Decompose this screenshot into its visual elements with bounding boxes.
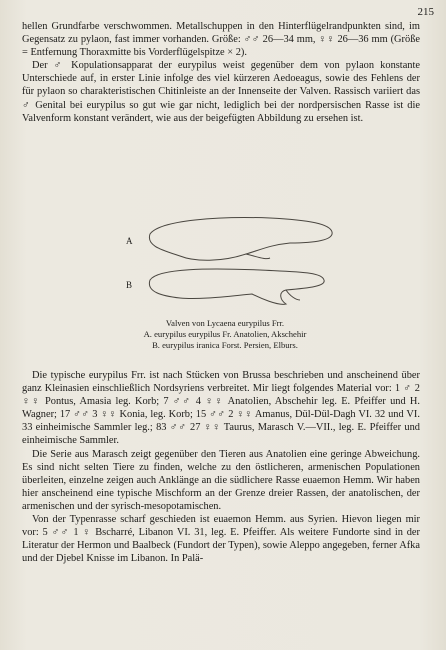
valve-outline-b xyxy=(149,269,324,304)
valve-drawing xyxy=(110,210,370,314)
text-block-bottom xyxy=(22,369,420,565)
valve-outline-a xyxy=(149,218,332,261)
paragraph: Die typische eurypilus Frr. ist nach Stücken von Brussa beschrieben und anscheinend über ganz Kleinasien einschließlich Nordsyriens verbreitet. Mir liegt folgendes Material vor: 1 ♂ 2 ♀♀ Pontus, Amasia leg. Korb; 7 ♂♂ 4 ♀♀ Anatolien, Abschehir leg. E. Pfeiffer und H. Wagner; 17 ♂♂ 3 ♀♀ Konia, leg. Korb; 15 ♂♂ 2 ♀♀ Amanus, Dül-Dül-Dagh VI. 32 und VI. 33 einheimische Sammler leg.; 83 ♂♂ 27 ♀♀ Taurus, Marasch V.—VII., leg. E. Pfeiffer und einheimische Sammler. xyxy=(22,370,420,447)
paragraph: Der ♂ Kopulationsapparat der eurypilus weist gegenüber dem von pylaon konstante Unterschiede auf, in erster Linie infolge des viel kürzeren Aedoeagus, sowie des Fehlens der für pylaon so charakteristischen Chitinleiste an der Innenseite der Valven. Rassisch variiert das ♂ Genital bei eurypilus so gut wie gar nicht, lediglich bei der nordpersischen Rasse ist die Valvenform konstant verändert, wie aus der beigefügten Abbildung zu ersehen ist. xyxy=(22,60,420,124)
figure-caption xyxy=(60,318,390,352)
caption-line: B. eurypilus iranica Forst. Persien, Elburs. xyxy=(152,340,298,351)
caption-line: Valven von Lycaena eurypilus Frr. xyxy=(165,318,285,328)
figure-label-b: B xyxy=(126,280,133,290)
caption-line: A. eurypilus eurypilus Fr. Anatolien, Akschehir xyxy=(143,329,307,340)
paragraph: Die Serie aus Marasch zeigt gegenüber den Tieren aus Anatolien eine geringe Abweichung. Es sind nicht selten Tiere zu finden, welche zu den östlicheren, armenischen Populationen überleiten, einzelne zeigen auch Anklänge an die südlichere Rasse euaemon Hemm. Wir haben hier anscheinend eine typische Mischform an der Grenze dreier Rassen, der anatolischen, der armenischen und der syrisch-mesopotamischen. xyxy=(22,448,420,512)
paragraph: Von der Typenrasse scharf geschieden ist euaemon Hemm. aus Syrien. Hievon liegen mir vor: 5 ♂♂ 1 ♀ Bscharré, Libanon VI. 31, leg. E. Pfeiffer. Als weitere Fundorte sind in der Literatur der Hermon und Baalbeck (Fundort der Typen), sowie Aleppo angegeben, ferner Afka und der Djebel Knisse im Libanon. In Palä- xyxy=(22,514,420,565)
paragraph: hellen Grundfarbe verschwommen. Metallschuppen in den Hinterflügelrandpunkten sind, im Gegensatz zu pylaon, fast immer vorhanden. Größe: ♂♂ 26—34 mm, ♀♀ 26—36 mm (Größe = Entfernung Thoraxmitte bis Vorderflügelspitze × 2). xyxy=(22,21,420,59)
text-block-top xyxy=(22,20,420,125)
figure-label-a: A xyxy=(126,236,133,246)
page-number: 215 xyxy=(417,6,434,18)
